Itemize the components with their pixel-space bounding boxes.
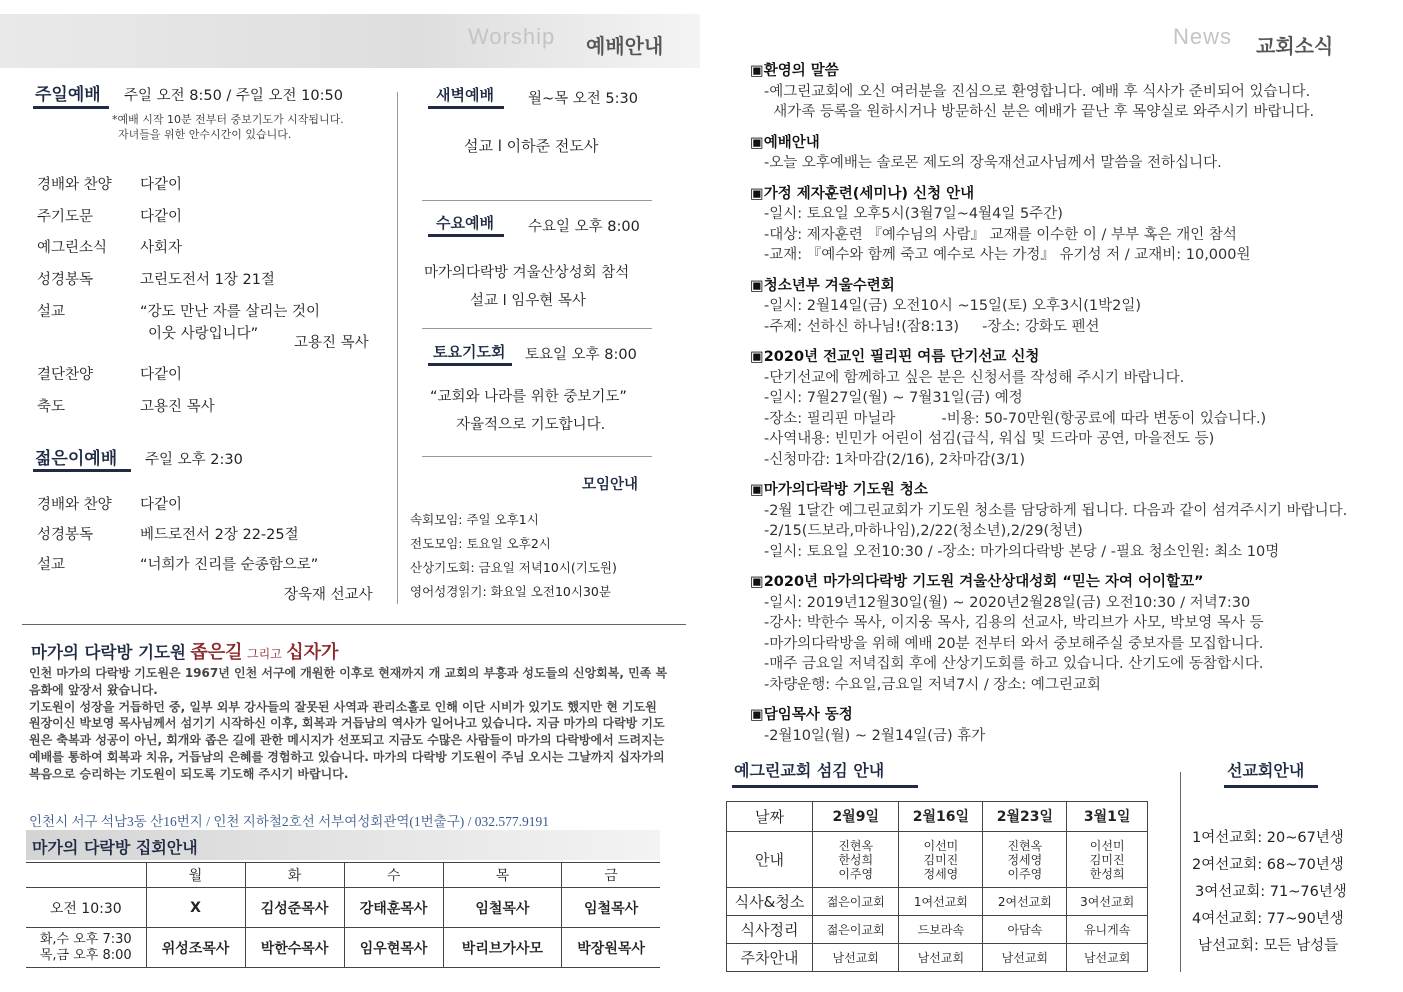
sunday-row-label: 예그린소식 (37, 240, 108, 256)
youth-row-label: 경배와 찬양 (37, 497, 112, 513)
service-cell: 1여선교회 (899, 888, 983, 916)
service-row-label: 식사정리 (727, 916, 813, 944)
schedule-cell: 임철목사 (562, 888, 660, 928)
news-line: -일시: 토요일 오전10:30 / -장소: 마가의다락방 본당 / -필요 청소인원: 최소 10명 (764, 543, 1280, 560)
youth-row-value: 다같이 (140, 497, 183, 513)
dawn-title-underline (428, 106, 504, 109)
news-item (750, 61, 1390, 123)
schedule-cell: X (146, 888, 245, 928)
prayer-house-title (31, 638, 338, 664)
news-line: -교재: 『예수와 함께 죽고 예수로 사는 가정』 유기성 저 / 교재비: 10,000원 (764, 247, 1251, 263)
service-header-cell: 2월16일 (899, 802, 983, 832)
saturday-time: 토요일 오후 8:00 (525, 347, 637, 363)
prayer-house-title-c: 그리고 (247, 647, 282, 661)
service-row-label: 식사&청소 (727, 888, 813, 916)
news-header-en: News (1173, 24, 1233, 49)
service-title-underline (732, 785, 918, 788)
service-header-cell: 2월23일 (983, 802, 1067, 832)
missions-title-underline (1224, 785, 1318, 788)
news-line: -일시: 2월14일(금) 오전10시 ~15일(토) 오후3시(1박2일) (764, 298, 1142, 314)
news-heading: ▣2020년 마가의다락방 기도원 겨울산상대성회 “믿는 자여 어이할꼬” (750, 574, 1204, 590)
news-line: -장소: 필리핀 마닐라 -비용: 50-70만원(항공료에 따라 변동이 있습니다.) (764, 410, 1267, 427)
schedule-cell: 김성준목사 (245, 888, 344, 928)
service-cell: 젊은이교회 (813, 888, 899, 916)
news-line: -주제: 선하신 하나님!(잠8:13) -장소: 강화도 펜션 (764, 318, 1100, 335)
schedule-cell: 박리브가사모 (443, 928, 562, 968)
service-row-label: 안내 (727, 832, 813, 888)
schedule-day: 수 (344, 863, 443, 888)
news-line: -일시: 7월27일(월) ~ 7월31일(금) 예정 (764, 390, 1023, 406)
service-cell: 3여선교회 (1067, 888, 1148, 916)
dawn-time: 월~목 오전 5:30 (528, 91, 638, 107)
meeting-item: 속회모임: 주일 오후1시 (410, 512, 539, 527)
youth-time: 주일 오후 2:30 (145, 452, 243, 468)
schedule-corner (26, 863, 146, 888)
news-heading: ▣2020년 전교인 필리핀 여름 단기선교 신청 (750, 349, 1040, 365)
prayer-house-address: 인천시 서구 석남3동 산16번지 / 인천 지하철2호선 서부여성회관역(1번출구) / 032.577.9191 (29, 814, 550, 829)
meeting-item: 전도모임: 토요일 오후2시 (410, 536, 551, 551)
prayer-house-p2: 기도원이 성장을 거듭하던 중, 일부 외부 강사들의 잘못된 사역과 관리소홀로 인해 이단 시비가 있기도 했지만 현 기도원 원장이신 박보영 목사님께서 섬기기 시작하신 이후, 회복과 거듭남의 역사가 일어나고 있습니다. 지금 마가의 다락방 기도원은 축복과 성공이 아닌, 회개와 좁은 길에 관한 메시지가 선포되고 지금도 수많은 사람들이 마가의 다락방에서 드려지는 예배를 통하여 회복과 치유, 거듭남의 은혜를 경험하고 있습니다. 마가의 다락방 기도원이 주님 오시는 그날까지 십자가의 복음으로 승리하는 기도원이 되도록 기도해 주시기 바랍니다. (29, 699, 665, 781)
wednesday-title-underline (428, 234, 504, 237)
sunday-row-label: 경배와 찬양 (37, 177, 112, 193)
service-cell: 2여선교회 (983, 888, 1067, 916)
youth-preacher: 장욱재 선교사 (284, 587, 373, 603)
prayer-house-title-d: 십자가 (286, 642, 339, 663)
news-header-ko: 교회소식 (1256, 34, 1334, 58)
saturday-title-underline (428, 363, 512, 366)
missions-item: 남선교회: 모든 남성들 (1198, 938, 1339, 954)
schedule-day: 화 (245, 863, 344, 888)
saturday-line2: 자율적으로 기도합니다. (456, 417, 606, 433)
prayer-house-title-b: 좁은길 (190, 642, 243, 663)
news-heading: ▣가정 제자훈련(세미나) 신청 안내 (750, 185, 975, 202)
service-table (726, 801, 1148, 972)
news-line: 새가족 등록을 원하시거나 방문하신 분은 예배가 끝난 후 목양실로 와주시기 바랍니다. (764, 104, 1315, 120)
news-item (750, 133, 1390, 174)
worship-header-ko: 예배안내 (586, 34, 664, 58)
news-line: -대상: 제자훈련 『예수님의 사람』 교재를 이수한 이 / 부부 혹은 개인 참석 (764, 226, 1237, 243)
service-cell: 남선교회 (813, 944, 899, 972)
service-cell: 이선미 김미진 정세영 (899, 832, 983, 888)
wednesday-line1: 마가의다락방 겨울산상성회 참석 (424, 265, 630, 281)
service-cell: 아담속 (983, 916, 1067, 944)
sunday-row-value: 사회자 (140, 240, 183, 256)
news-line: -일시: 2019년12월30일(월) ~ 2020년2월28일(금) 오전10:30 / 저녁7:30 (764, 594, 1251, 611)
schedule-time (26, 928, 146, 968)
divider (22, 624, 686, 625)
missions-item: 3여선교회: 71~76년생 (1195, 884, 1347, 900)
news-heading: ▣청소년부 겨울수련회 (750, 277, 895, 294)
column-divider (397, 92, 398, 604)
schedule-time: 오전 10:30 (26, 888, 146, 928)
service-header-cell: 2월9일 (813, 802, 899, 832)
schedule-table (26, 862, 660, 968)
news-item (750, 572, 1390, 695)
news-item (750, 184, 1390, 266)
sunday-row-value: 고용진 목사 (140, 399, 215, 415)
saturday-title: 토요기도회 (433, 343, 506, 361)
schedule-cell: 위성조목사 (146, 928, 245, 968)
schedule-day: 목 (443, 863, 562, 888)
missions-list (1192, 825, 1347, 960)
sunday-note-2: 자녀들을 위한 안수시간이 있습니다. (118, 128, 292, 141)
news-list (750, 61, 1390, 756)
youth-row-label: 설교 (37, 557, 66, 573)
youth-row-label: 성경봉독 (37, 527, 94, 543)
divider (422, 456, 652, 457)
prayer-house-p1: 인천 마가의 다락방 기도원은 1967년 인천 서구에 개원한 이후로 현재까지 개 교회의 부흥과 성도들의 신앙회복, 민족 복음화에 앞장서 왔습니다. (29, 666, 668, 697)
sunday-row-value: 다같이 (140, 367, 183, 383)
sunday-sermon-title: “강도 만난 자를 살리는 것이 (140, 304, 321, 320)
sunday-row-value: 다같이 (140, 177, 183, 193)
sunday-title-underline (33, 106, 109, 109)
sunday-row-label: 주기도문 (37, 209, 94, 225)
saturday-line1: “교회와 나라를 위한 중보기도” (430, 389, 627, 405)
schedule-cell: 임우현목사 (344, 928, 443, 968)
meeting-item: 산상기도회: 금요일 저녁10시(기도원) (410, 560, 617, 575)
service-cell: 남선교회 (899, 944, 983, 972)
schedule-day: 금 (562, 863, 660, 888)
service-cell: 남선교회 (983, 944, 1067, 972)
wednesday-title: 수요예배 (436, 214, 494, 232)
missions-item: 1여선교회: 20~67년생 (1192, 830, 1344, 846)
news-line: -2/15(드보라,마하나임),2/22(청소년),2/29(청년) (764, 523, 1083, 539)
divider (422, 200, 652, 201)
service-cell: 진현옥 한성희 이주영 (813, 832, 899, 888)
schedule-cell: 강태훈목사 (344, 888, 443, 928)
sunday-row-label: 결단찬양 (37, 367, 94, 383)
dawn-title: 새벽예배 (436, 86, 494, 104)
news-line: -단기선교에 함께하고 싶은 분은 신청서를 작성해 주시기 바랍니다. (764, 369, 1185, 386)
service-cell: 진현옥 정세영 이주영 (983, 832, 1067, 888)
service-cell: 남선교회 (1067, 944, 1148, 972)
prayer-house-body (29, 665, 669, 783)
news-line: -예그린교회에 오신 여러분을 진심으로 환영합니다. 예배 후 식사가 준비되어 있습니다. (764, 83, 1311, 100)
divider (422, 328, 652, 329)
schedule-time-line1: 화,수 오후 7:30 (39, 931, 132, 947)
news-line: -강사: 박한수 목사, 이지웅 목사, 김용의 선교사, 박리브가 사모, 박보영 목사 등 (764, 615, 1264, 631)
news-line: -신청마감: 1차마감(2/16), 2차마감(3/1) (764, 451, 1025, 468)
news-line: -오늘 오후예배는 솔로몬 제도의 장욱재선교사님께서 말씀을 전하십니다. (764, 155, 1222, 171)
missions-item: 4여선교회: 77~90년생 (1192, 911, 1344, 927)
sunday-row-value: 다같이 (140, 209, 183, 225)
prayer-house-title-a: 마가의 다락방 기도원 (31, 643, 186, 662)
sunday-title: 주일예배 (35, 85, 101, 105)
sunday-times: 주일 오전 8:50 / 주일 오전 10:50 (124, 88, 343, 104)
missions-title: 선교회안내 (1227, 761, 1305, 780)
news-line: -차량운행: 수요일,금요일 저녁7시 / 장소: 예그린교회 (764, 676, 1101, 693)
meeting-item: 영어성경읽기: 화요일 오전10시30분 (410, 584, 611, 599)
schedule-day: 월 (146, 863, 245, 888)
news-heading: ▣담임목사 동정 (750, 707, 853, 723)
missions-divider (1180, 772, 1181, 972)
sunday-row-label: 축도 (37, 399, 66, 415)
dawn-sermon: 설교 l 이하준 전도사 (464, 137, 599, 155)
wednesday-sermon: 설교 l 임우현 목사 (470, 293, 586, 309)
news-item (750, 480, 1390, 562)
news-item (750, 276, 1390, 338)
service-cell: 유니게속 (1067, 916, 1148, 944)
schedule-title: 마가의 다락방 집회안내 (32, 838, 198, 857)
service-header-cell: 날짜 (727, 802, 813, 832)
youth-row-value: 베드로전서 2장 22-25절 (140, 527, 299, 543)
service-header-cell: 3월1일 (1067, 802, 1148, 832)
schedule-time-line2: 목,금 오후 8:00 (39, 947, 132, 963)
news-line: -일시: 토요일 오후5시(3월7일~4월4일 5주간) (764, 206, 1063, 222)
news-heading: ▣마가의다락방 기도원 청소 (750, 482, 928, 498)
sunday-row-value: 고린도전서 1장 21절 (140, 272, 275, 288)
service-title: 예그린교회 섬김 안내 (734, 761, 885, 780)
schedule-cell: 박장원목사 (562, 928, 660, 968)
news-line: -매주 금요일 저녁집회 후에 산상기도회를 하고 있습니다. 산기도에 동참합시다. (764, 656, 1264, 672)
missions-item: 2여선교회: 68~70년생 (1192, 857, 1344, 873)
news-line: -마가의다락방을 위해 예배 20분 전부터 와서 중보해주실 중보자를 모집합니다. (764, 635, 1264, 652)
worship-header-en: Worship (468, 24, 556, 49)
sunday-sermon-title-2: 이웃 사랑입니다” (148, 326, 259, 342)
wednesday-time: 수요일 오후 8:00 (528, 219, 640, 235)
news-item (750, 705, 1390, 746)
meetings-title: 모임안내 (582, 477, 639, 493)
news-line: -사역내용: 빈민가 어린이 섬김(급식, 워십 및 드라마 공연, 마을전도 등) (764, 431, 1215, 447)
schedule-cell: 임철목사 (443, 888, 562, 928)
youth-sermon-title: “너희가 진리를 순종함으로” (140, 557, 319, 573)
sunday-row-label: 설교 (37, 304, 66, 320)
service-row-label: 주차안내 (727, 944, 813, 972)
news-line: -2월 1달간 예그린교회가 기도원 청소를 담당하게 됩니다. 다음과 같이 섬겨주시기 바랍니다. (764, 502, 1348, 519)
sunday-preacher: 고용진 목사 (294, 335, 369, 351)
service-cell: 드보라속 (899, 916, 983, 944)
youth-title: 젊은이예배 (35, 449, 118, 469)
news-heading: ▣예배안내 (750, 134, 820, 151)
news-item (750, 347, 1390, 470)
sunday-note-1: *예배 시작 10분 전부터 중보기도가 시작됩니다. (112, 113, 344, 126)
service-cell: 젊은이교회 (813, 916, 899, 944)
schedule-cell: 박한수목사 (245, 928, 344, 968)
news-line: -2월10일(월) ~ 2월14일(금) 휴가 (764, 727, 986, 744)
sunday-row-label: 성경봉독 (37, 272, 94, 288)
news-heading: ▣환영의 말씀 (750, 63, 839, 79)
service-cell: 이선미 김미진 한성희 (1067, 832, 1148, 888)
youth-title-underline (33, 469, 131, 472)
